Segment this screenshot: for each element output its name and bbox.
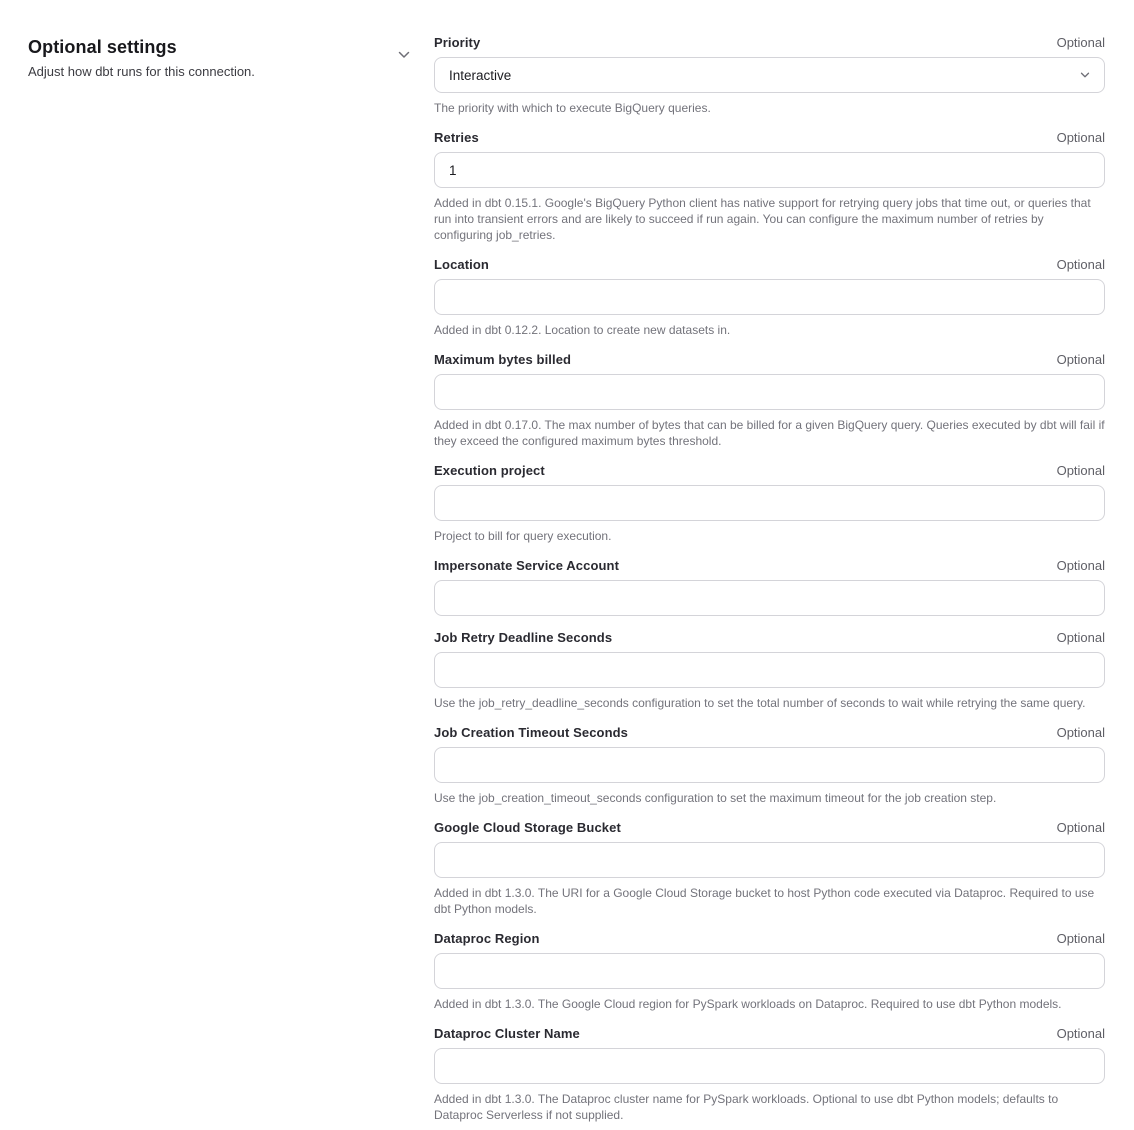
field-label: Job Retry Deadline Seconds [434,630,613,645]
field-label: Priority [434,35,481,50]
field-header [434,1026,1105,1042]
impersonate-service-account-input[interactable] [434,580,1105,616]
field-help-text: Project to bill for query execution. [434,529,612,543]
optional-badge: Optional [1056,820,1105,835]
optional-badge: Optional [1056,931,1105,946]
job-creation-timeout-seconds-input[interactable] [434,747,1105,783]
chevron-down-icon[interactable] [396,47,412,63]
optional-badge: Optional [1056,257,1105,272]
field-header [434,931,1105,947]
field-help-text: Use the job_creation_timeout_seconds configuration to set the maximum timeout for the job creation step. [434,791,997,805]
execution-project-input[interactable] [434,485,1105,521]
field-help-text: Added in dbt 1.3.0. The URI for a Google Cloud Storage bucket to host Python code executed via Dataproc. Required to use dbt Python models. [434,886,1095,916]
optional-badge: Optional [1056,352,1105,367]
field-header [434,820,1105,836]
settings-form [434,0,1105,1130]
job-retry-deadline-seconds-input[interactable] [434,652,1105,688]
optional-badge: Optional [1056,463,1105,478]
field-help-text: The priority with which to execute BigQuery queries. [434,101,711,115]
chevron-down-icon [1078,68,1092,82]
field-label: Maximum bytes billed [434,352,572,367]
optional-badge: Optional [1056,630,1105,645]
field-header [434,257,1105,273]
form-field [434,558,1105,616]
field-label: Execution project [434,463,545,478]
field-label: Retries [434,130,479,145]
form-field [434,725,1105,806]
optional-badge: Optional [1056,1026,1105,1041]
field-help-text: Added in dbt 0.17.0. The max number of bytes that can be billed for a given BigQuery query. Queries executed by dbt will fail if they exceed the configured maximum bytes threshold. [434,418,1105,448]
dataproc-region-input[interactable] [434,953,1105,989]
form-field [434,630,1105,711]
form-field [434,130,1105,243]
form-field [434,352,1105,449]
field-header [434,35,1105,51]
google-cloud-storage-bucket-input[interactable] [434,842,1105,878]
section-subtitle: Adjust how dbt runs for this connection. [28,64,255,79]
field-help-text: Added in dbt 0.15.1. Google's BigQuery Python client has native support for retrying query jobs that time out, or queries that run into transient errors and are likely to succeed if run again. You can configure the maximum number of retries by configuring job_retries. [434,196,1091,242]
field-label: Job Creation Timeout Seconds [434,725,628,740]
field-label: Google Cloud Storage Bucket [434,820,621,835]
form-field [434,820,1105,917]
field-header [434,352,1105,368]
form-field [434,35,1105,116]
section-title: Optional settings [28,37,177,57]
section-header [0,0,434,1130]
field-help-text: Use the job_retry_deadline_seconds configuration to set the total number of seconds to wait while retrying the same query. [434,696,1086,710]
field-header [434,130,1105,146]
optional-badge: Optional [1056,558,1105,573]
field-header [434,725,1105,741]
maximum-bytes-billed-input[interactable] [434,374,1105,410]
field-header [434,463,1105,479]
form-fields [434,35,1105,1123]
dataproc-cluster-name-input[interactable] [434,1048,1105,1084]
field-help-text: Added in dbt 1.3.0. The Google Cloud region for PySpark workloads on Dataproc. Required to use dbt Python models. [434,997,1062,1011]
priority-select[interactable] [434,57,1105,93]
field-header [434,630,1105,646]
optional-badge: Optional [1056,130,1105,145]
form-field [434,1026,1105,1123]
optional-badge: Optional [1056,725,1105,740]
retries-input[interactable] [434,152,1105,188]
field-help-text: Added in dbt 0.12.2. Location to create new datasets in. [434,323,731,337]
field-label: Dataproc Region [434,931,540,946]
select-value: Interactive [449,67,512,83]
form-field [434,257,1105,338]
field-label: Dataproc Cluster Name [434,1026,580,1041]
form-field [434,463,1105,544]
field-label: Impersonate Service Account [434,558,620,573]
field-header [434,558,1105,574]
field-help-text: Added in dbt 1.3.0. The Dataproc cluster name for PySpark workloads. Optional to use dbt Python models; defaults to Dataproc Serverless if not supplied. [434,1092,1059,1122]
field-label: Location [434,257,489,272]
location-input[interactable] [434,279,1105,315]
form-field [434,931,1105,1012]
optional-badge: Optional [1056,35,1105,50]
